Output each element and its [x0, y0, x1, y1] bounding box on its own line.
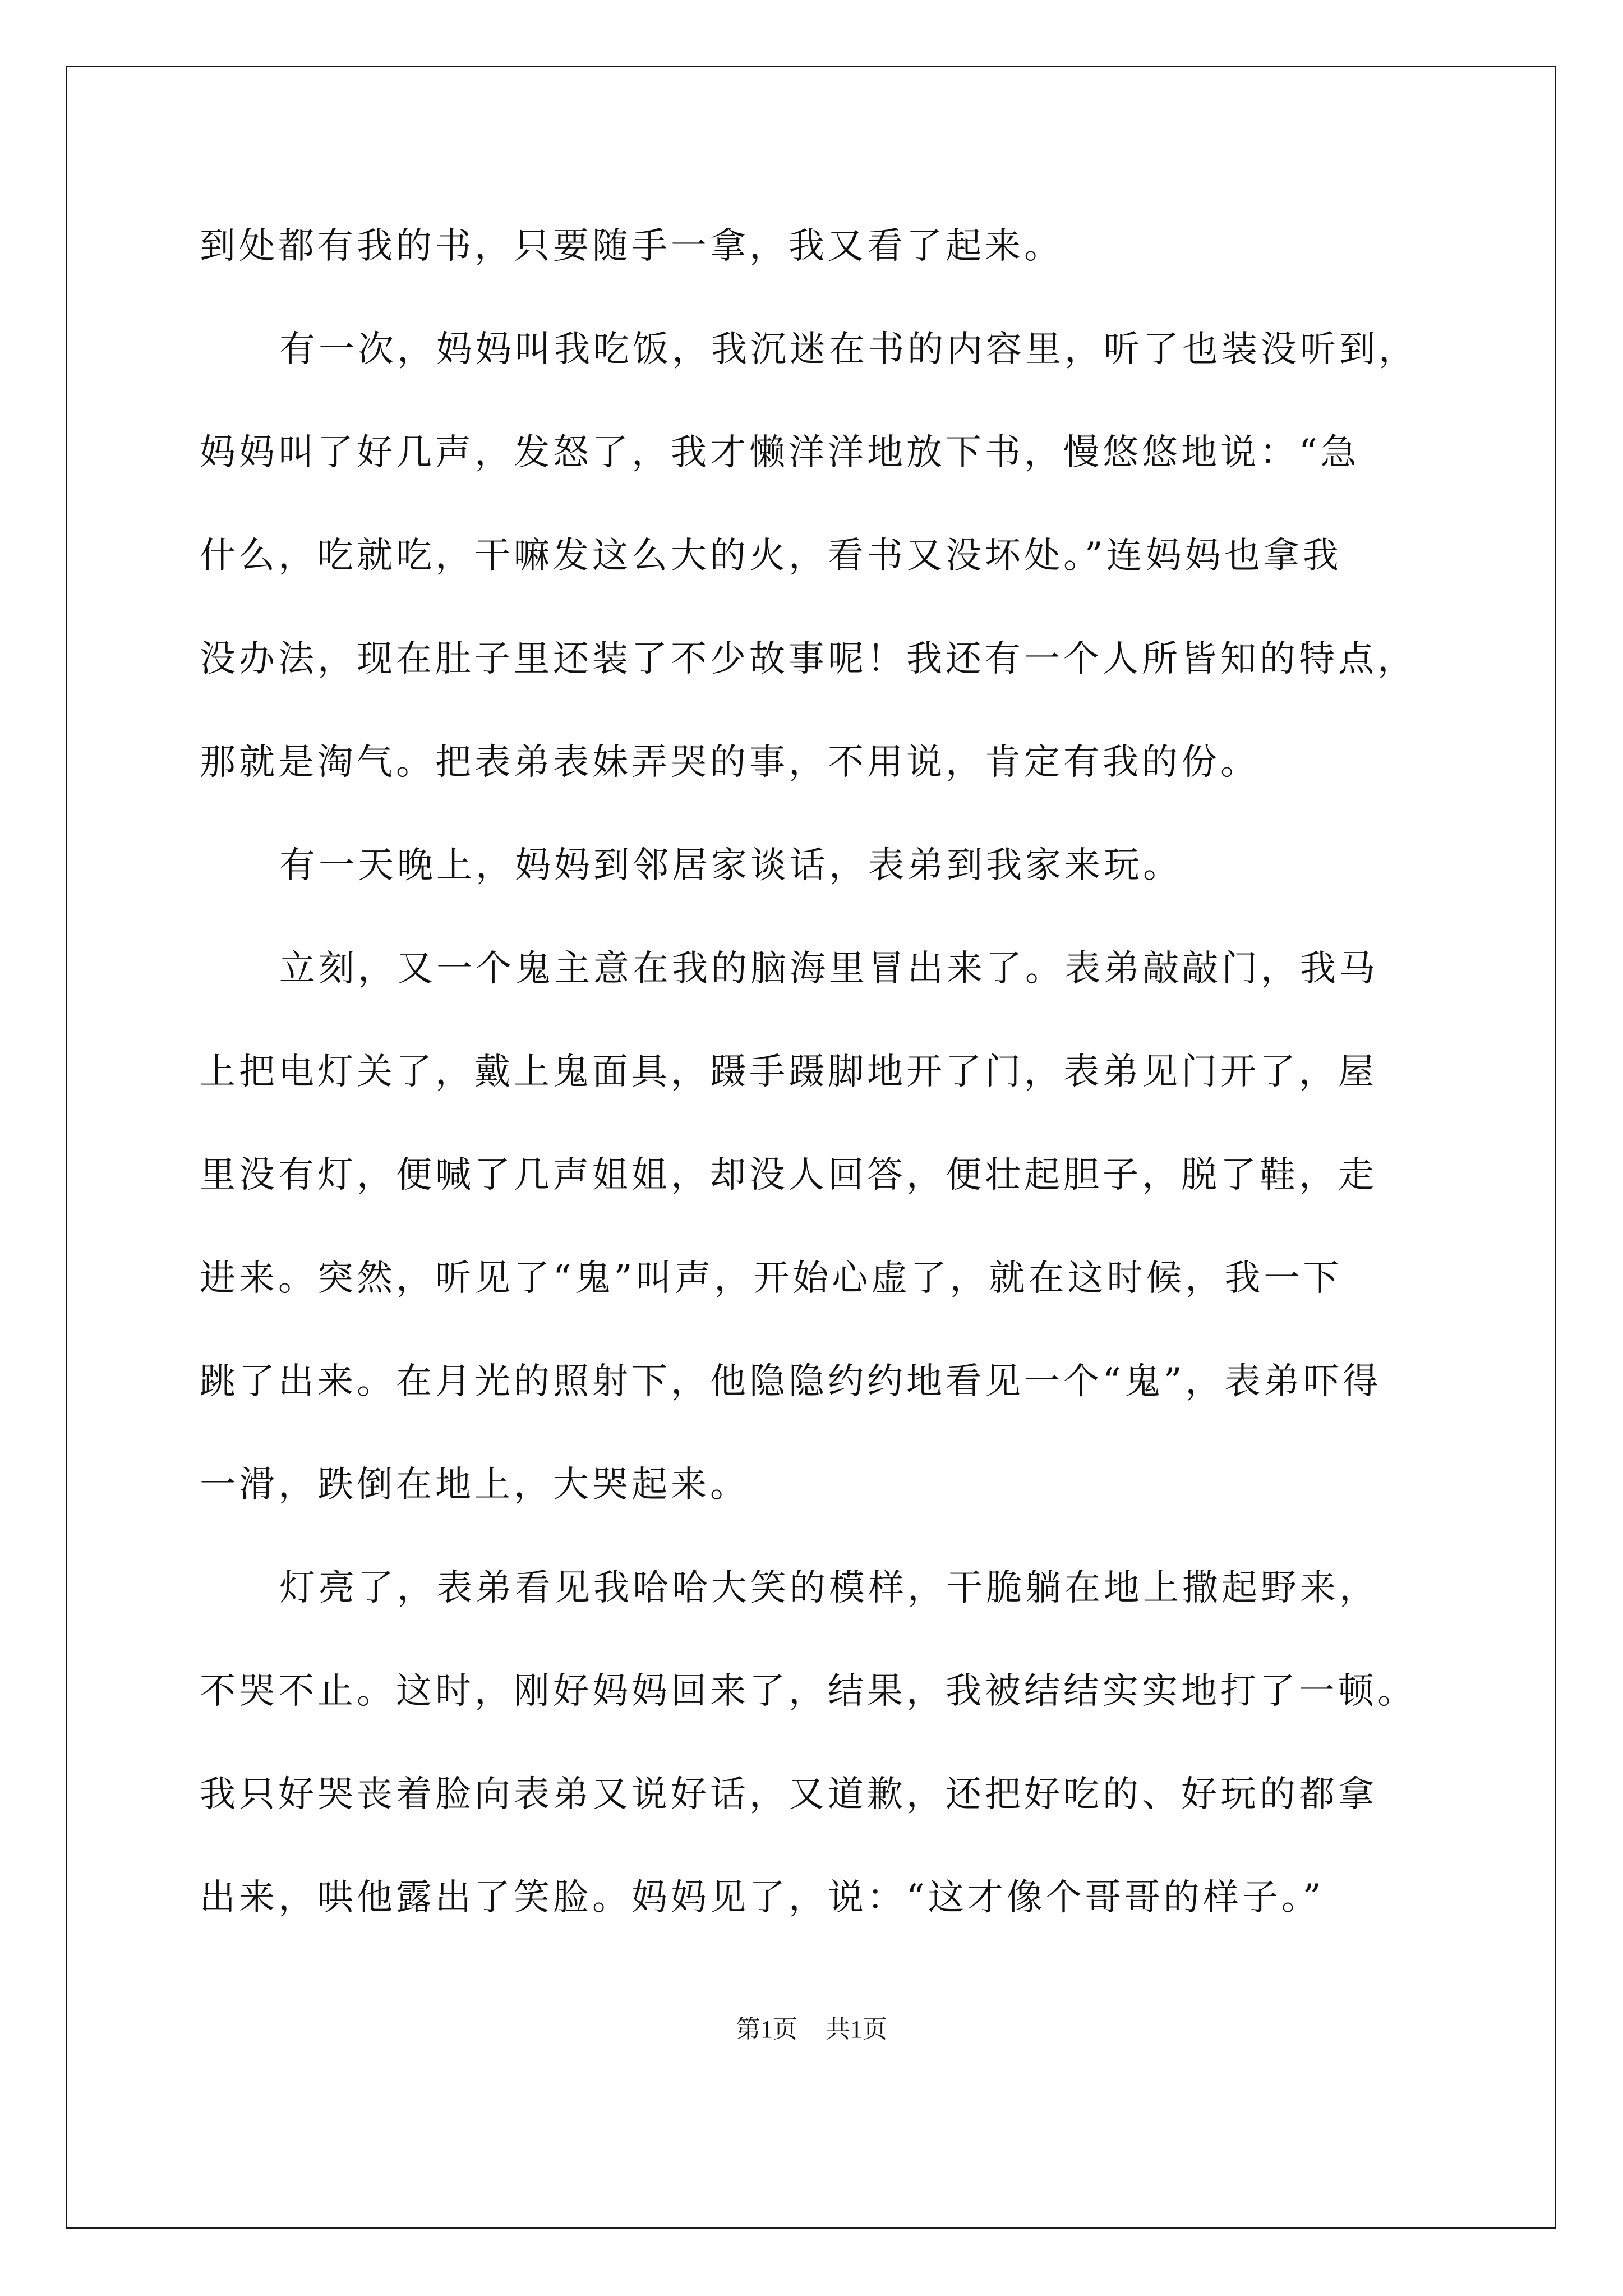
page-total: 共1页	[826, 2016, 887, 2043]
page-footer	[0, 2017, 1623, 2042]
text-line: 出来，哄他露出了笑脸。妈妈见了，说：“这才像个哥哥的样子。”	[200, 1877, 1325, 1918]
text-line: 有一天晚上，妈妈到邻居家谈话，表弟到我家来玩。	[279, 845, 1182, 886]
text-line: 跳了出来。在月光的照射下，他隐隐约约地看见一个“鬼”，表弟吓得	[200, 1361, 1382, 1402]
text-line: 进来。突然，听见了“鬼”叫声，开始心虚了，就在这时候，我一下	[200, 1258, 1343, 1299]
text-line: 一滑，跌倒在地上，大哭起来。	[200, 1464, 749, 1506]
text-line: 我只好哭丧着脸向表弟又说好话，又道歉，还把好吃的、好玩的都拿	[200, 1774, 1377, 1815]
text-line: 灯亮了，表弟看见我哈哈大笑的模样，干脆躺在地上撒起野来，	[279, 1567, 1378, 1609]
text-line: 没办法，现在肚子里还装了不少故事呢！我还有一个人所皆知的特点，	[200, 638, 1417, 680]
text-line: 上把电灯关了，戴上鬼面具，蹑手蹑脚地开了门，表弟见门开了，屋	[200, 1051, 1377, 1093]
text-line: 那就是淘气。把表弟表妹弄哭的事，不用说，肯定有我的份。	[200, 742, 1260, 783]
text-line: 不哭不止。这时，刚好妈妈回来了，结果，我被结结实实地打了一顿。	[200, 1671, 1417, 1712]
text-line: 里没有灯，便喊了几声姐姐，却没人回答，便壮起胆子，脱了鞋，走	[200, 1154, 1377, 1196]
text-line: 到处都有我的书，只要随手一拿，我又看了起来。	[200, 226, 1063, 267]
text-line: 什么，吃就吃，干嘛发这么大的火，看书又没坏处。”连妈妈也拿我	[200, 535, 1342, 577]
text-line: 立刻，又一个鬼主意在我的脑海里冒出来了。表弟敲敲门，我马	[279, 948, 1378, 990]
text-line: 妈妈叫了好几声，发怒了，我才懒洋洋地放下书，慢悠悠地说：“急	[200, 432, 1360, 473]
page-number: 第1页	[736, 2016, 797, 2043]
text-line: 有一次，妈妈叫我吃饭，我沉迷在书的内容里，听了也装没听到，	[279, 329, 1418, 370]
